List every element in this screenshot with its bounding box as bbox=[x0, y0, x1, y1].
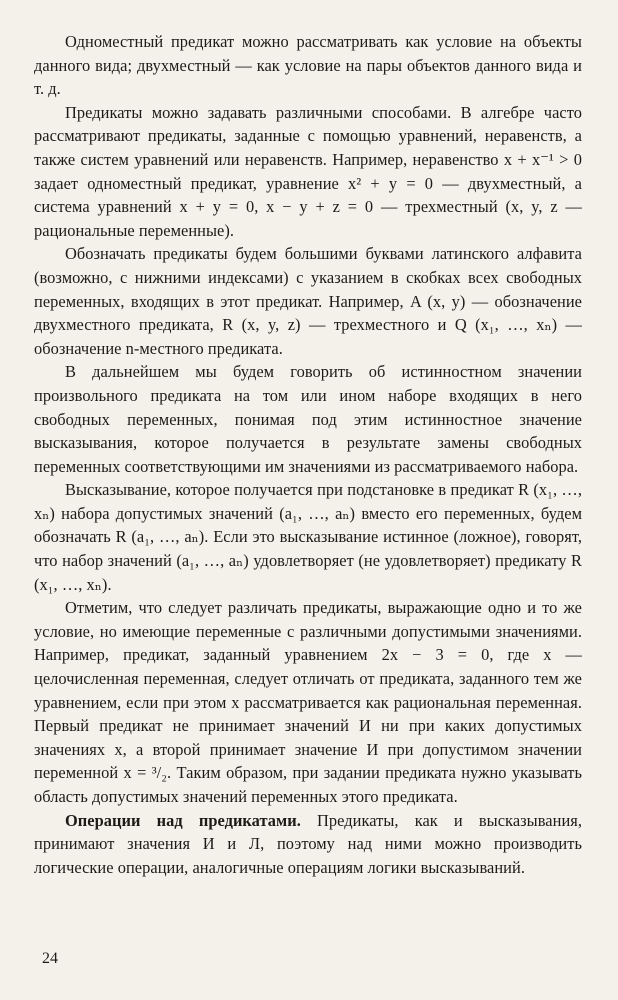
paragraph bbox=[34, 596, 582, 808]
paragraph-text: В дальнейшем мы будем говорить об истинностном значении произвольного предиката на том или ином наборе входящих в него свободных переменных, понимая под этим истинностное значение высказывания, которое получается в результате замены свободных переменных соответствующими им значениями из рассматриваемого набора. bbox=[34, 362, 582, 476]
paragraph-heading: Операции над предикатами. bbox=[65, 810, 301, 830]
paragraph-text: Обозначать предикаты будем большими буквами латинского алфавита (возможно, с нижними индексами) с указанием в скобках всех свободных переменных, входящих в этот предикат. Например, A (x, y) — обозначение двухместного предиката, R (x, y, z) — трехместного и Q (x₁, …, xₙ) — обозначение n-местного предиката. bbox=[34, 244, 582, 358]
page-number: 24 bbox=[42, 950, 58, 967]
paragraph bbox=[34, 809, 582, 880]
paragraph bbox=[34, 101, 582, 243]
paragraph bbox=[34, 242, 582, 360]
paragraph-text: Высказывание, которое получается при подстановке в предикат R (x₁, …, xₙ) набора допустимых значений (a₁, …, aₙ) вместо его переменных, будем обозначать R (a₁, …, aₙ). Если это высказывание истинное (ложное), говорят, что набор значений (a₁, …, aₙ) удовлетворяет (не удовлетворяет) предикату R (x₁, …, xₙ). bbox=[34, 480, 582, 594]
paragraph-text: Предикаты можно задавать различными способами. В алгебре часто рассматривают предикаты, заданные с помощью уравнений, неравенств, а также систем уравнений или неравенств. Например, неравенство x + x⁻¹ > 0 задает одноместный предикат, уравнение x² + y = 0 — двухместный, а система уравнений x + y = 0, x − y + z = 0 — трехместный (x, y, z — рациональные переменные). bbox=[34, 102, 582, 240]
paragraph bbox=[34, 30, 582, 101]
body-text bbox=[34, 30, 582, 879]
paragraph-text: Одноместный предикат можно рассматривать как условие на объекты данного вида; двухместный — как условие на пары объектов данного вида и т. д. bbox=[34, 32, 582, 99]
paragraph-text: Предикаты, как и высказывания, принимают значения И и Л, поэтому над ними можно производить логические операции, аналогичные операциям логики высказываний. bbox=[34, 810, 583, 877]
paragraph bbox=[34, 360, 582, 478]
paragraph-text: Отметим, что следует различать предикаты, выражающие одно и то же условие, но имеющие переменные с различными допустимыми значениями. Например, предикат, заданный уравнением 2x − 3 = 0, где x — целочисленная переменная, следует отличать от предиката, заданного тем же уравнением, если при этом x рассматривается как рациональная переменная. Первый предикат не принимает значений И ни при каких допустимых значениях x, а второй принимает значение И при допустимом значении переменной x = ³/₂. Таким образом, при задании предиката нужно указывать область допустимых значений переменных этого предиката. bbox=[34, 598, 582, 806]
paragraph bbox=[34, 478, 582, 596]
